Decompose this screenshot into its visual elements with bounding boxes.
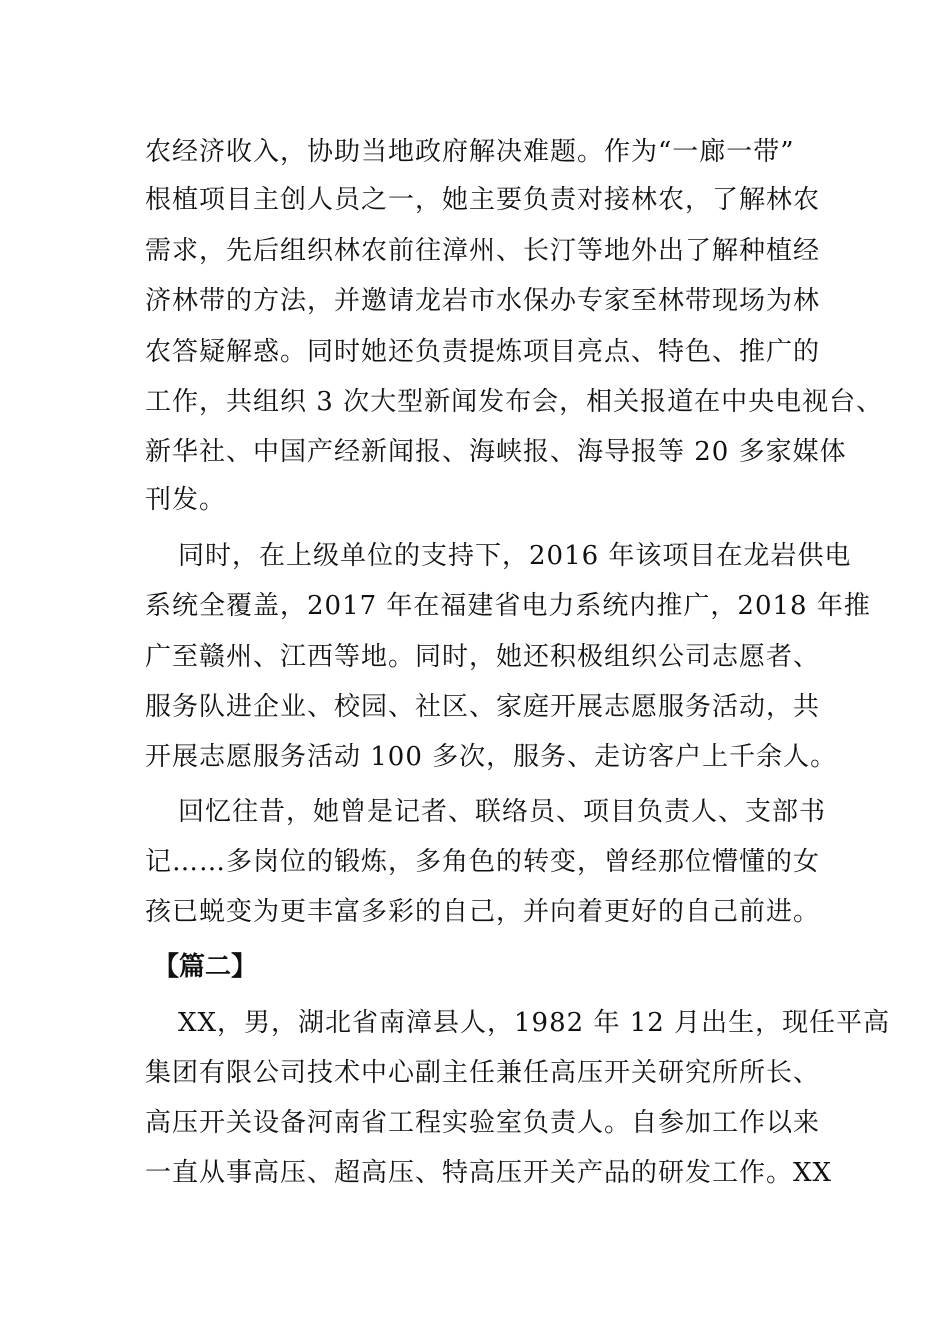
text-line: 回忆往昔，她曾是记者、联络员、项目负责人、支部书: [178, 797, 827, 827]
text-line: 济林带的方法，并邀请龙岩市水保办专家至林带现场为林: [145, 286, 821, 316]
text-line: 刊发。: [145, 485, 227, 515]
text-line: 集团有限公司技术中心副主任兼任高压开关研究所所长、: [145, 1058, 821, 1088]
text-line: 广至赣州、江西等地。同时，她还积极组织公司志愿者、: [145, 642, 821, 672]
text-line: XX，男，湖北省南漳县人，1982 年 12 月出生，现任平高: [178, 1008, 891, 1038]
text-line: 需求，先后组织林农前往漳州、长汀等地外出了解种植经: [145, 236, 821, 266]
text-line: 同时，在上级单位的支持下，2016 年该项目在龙岩供电: [178, 541, 852, 571]
text-line: 工作，共组织 3 次大型新闻发布会，相关报道在中央电视台、: [145, 387, 884, 417]
text-line: 农答疑解惑。同时她还负责提炼项目亮点、特色、推广的: [145, 337, 821, 367]
text-line: 服务队进企业、校园、社区、家庭开展志愿服务活动，共: [145, 692, 821, 722]
text-line: 开展志愿服务活动 100 多次，服务、走访客户上千余人。: [145, 742, 838, 772]
section-heading: 【篇二】: [153, 952, 258, 982]
text-line: 一直从事高压、超高压、特高压开关产品的研发工作。XX: [145, 1158, 833, 1188]
text-line: 根植项目主创人员之一，她主要负责对接林农，了解林农: [145, 185, 821, 215]
text-line: 高压开关设备河南省工程实验室负责人。自参加工作以来: [145, 1108, 821, 1138]
text-line: 记……多岗位的锻炼，多角色的转变，曾经那位懵懂的女: [145, 847, 821, 877]
text-line: 农经济收入，协助当地政府解决难题。作为“一廊一带”: [145, 137, 795, 167]
text-line: 孩已蜕变为更丰富多彩的自己，并向着更好的自己前进。: [145, 897, 821, 927]
text-line: 新华社、中国产经新闻报、海峡报、海导报等 20 多家媒体: [145, 437, 847, 467]
text-line: 系统全覆盖，2017 年在福建省电力系统内推广，2018 年推: [145, 591, 871, 621]
